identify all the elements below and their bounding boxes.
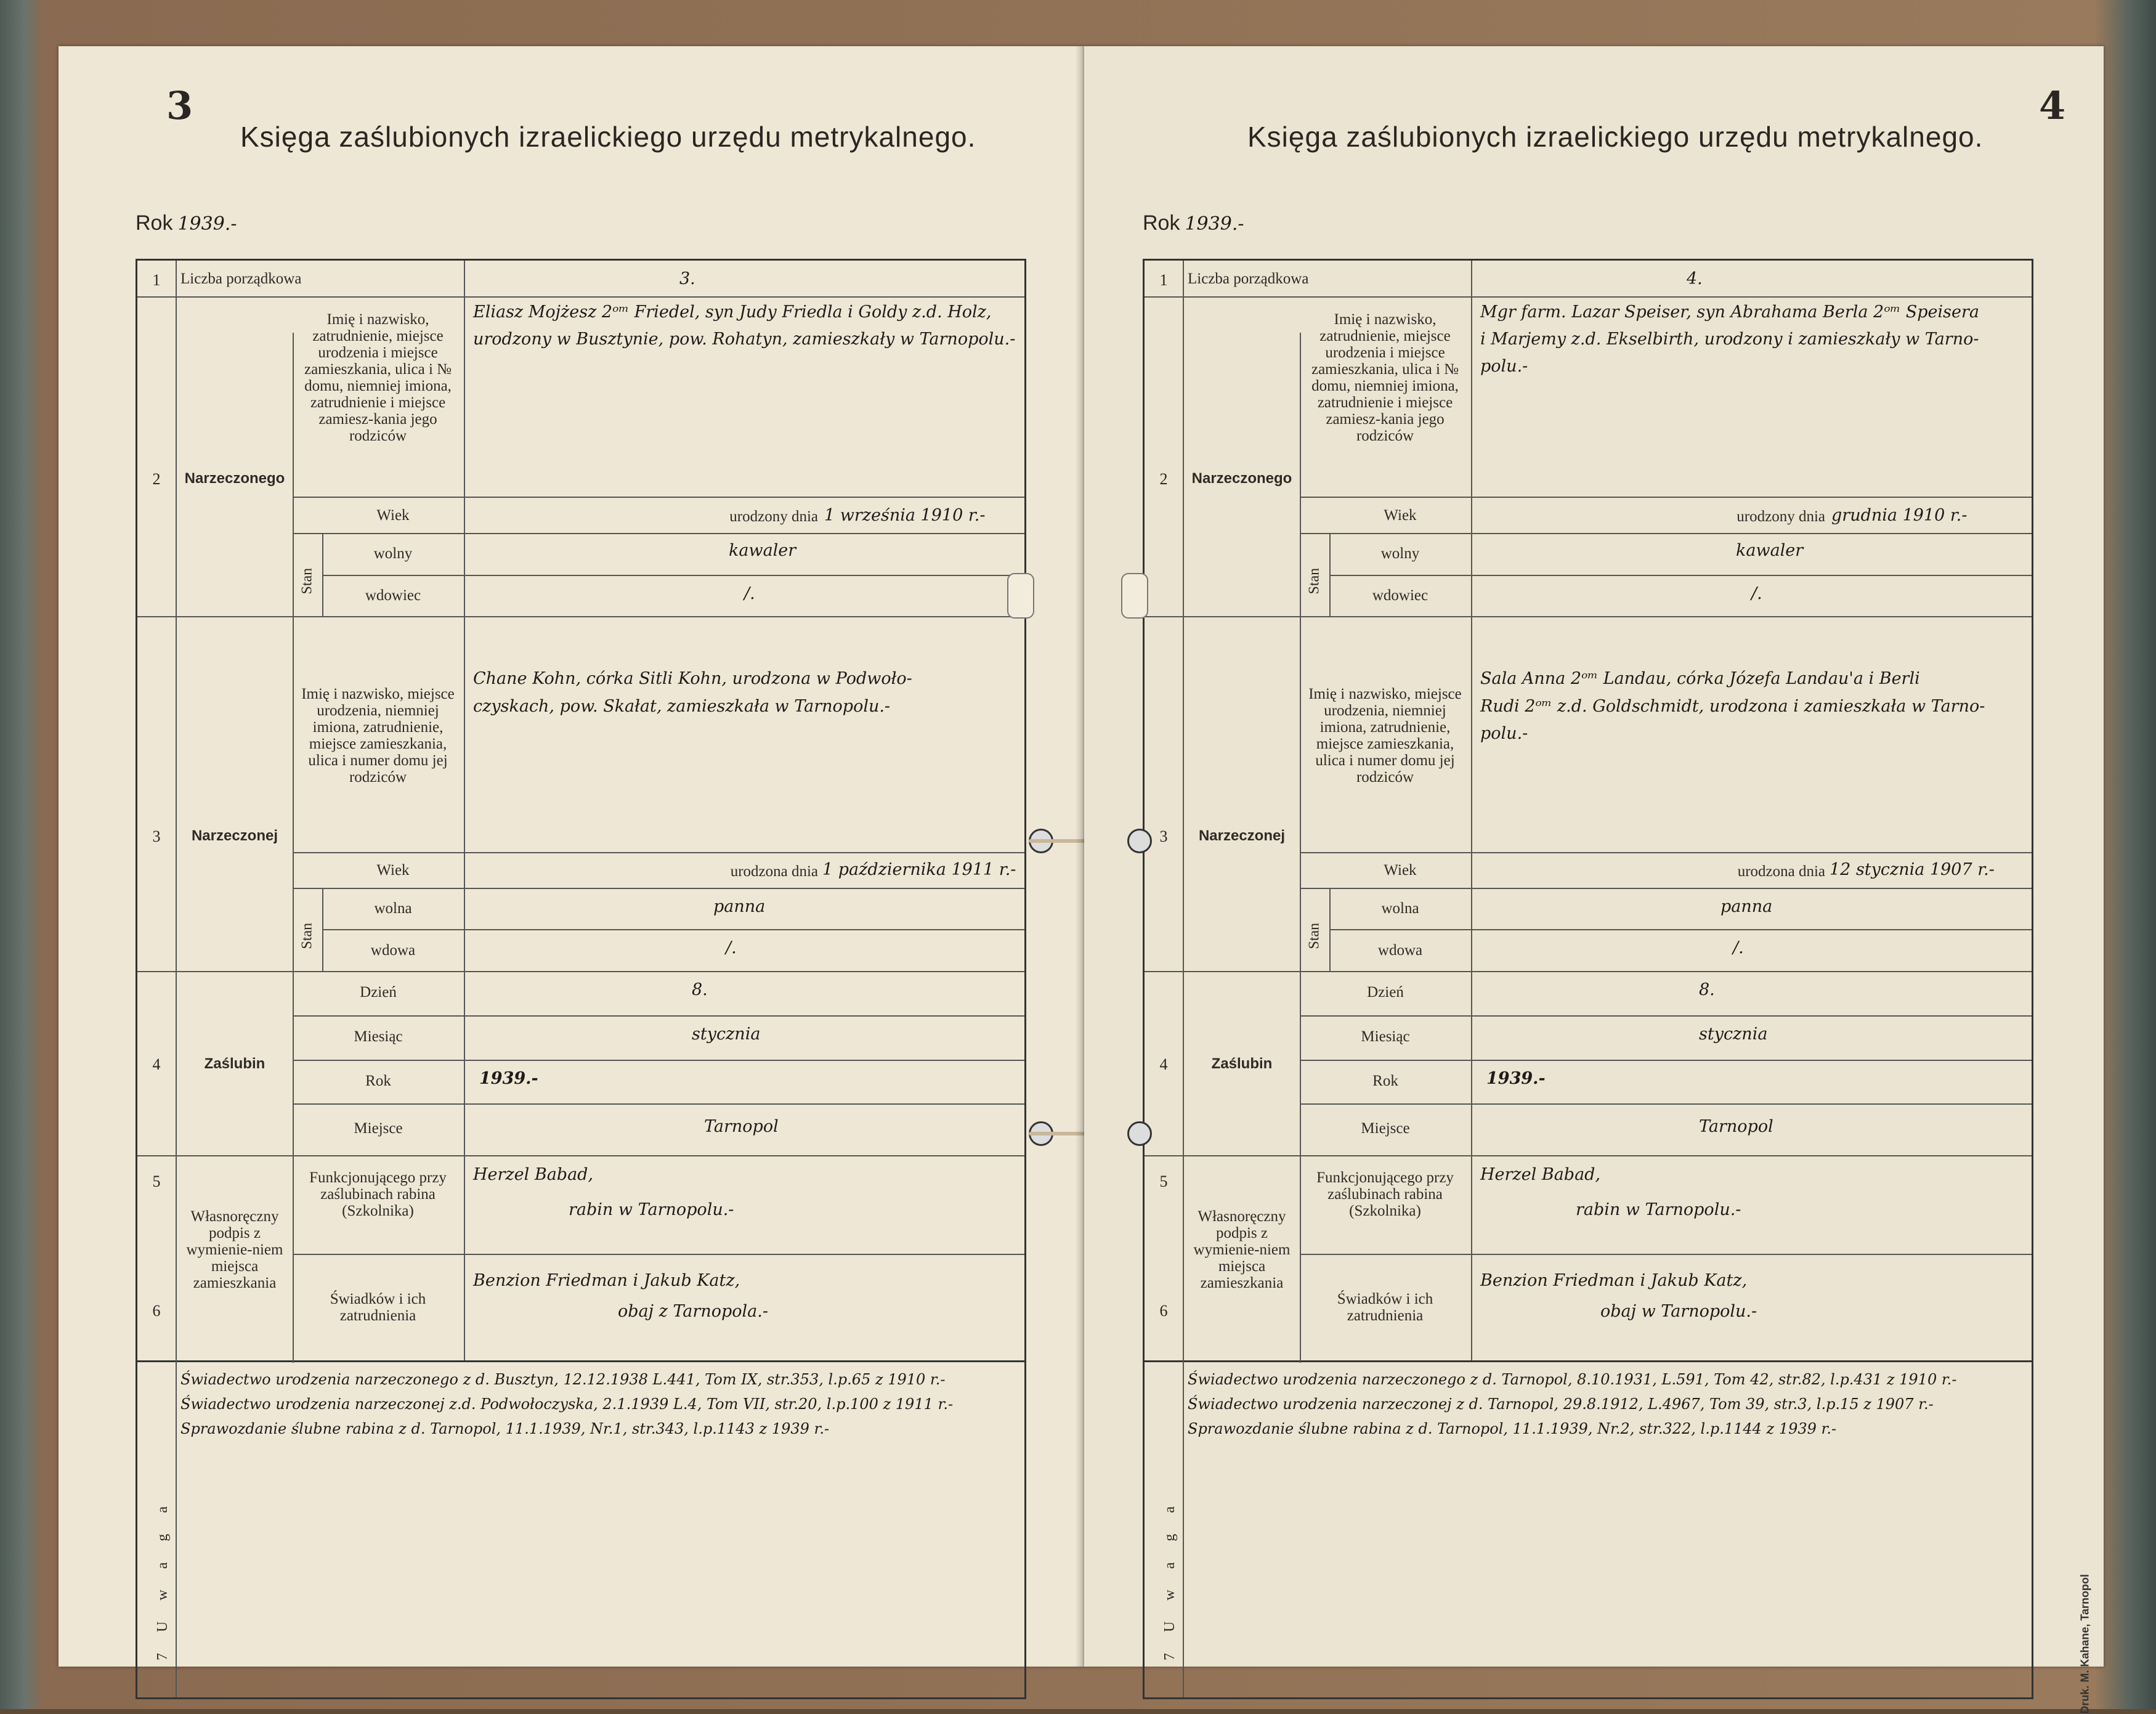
label-rok: Rok — [365, 1073, 391, 1089]
label-urodzony: urodzony dnia — [1737, 508, 1825, 525]
year-value: 1939.- — [177, 213, 237, 235]
remarks-box — [136, 1359, 1026, 1699]
entry-number: 4. — [1687, 269, 1703, 288]
label-uwaga: 7 U w a g a — [155, 1498, 171, 1660]
witness-names: Benzion Friedman i Jakub Katz, — [1480, 1271, 1748, 1290]
page-title: Księga zaślubionych izraelickiego urzędu metrykalnego. — [240, 121, 976, 153]
remark-line-2: Świadectwo urodzenia narzeczonej z.d. Podwołoczyska, 2.1.1939 L.4, Tom VII, str.20, l.p.100 z 1911 r.- — [180, 1395, 954, 1413]
label-urodzona: urodzona dnia — [1737, 863, 1825, 880]
bride-status: panna — [713, 897, 766, 916]
groom-widower: /. — [744, 584, 755, 603]
label-rabin: Funkcjonującego przy zaślubinach rabina (Szkolnika) — [309, 1169, 447, 1219]
label-wiek: Wiek — [376, 507, 410, 524]
bride-birthplace: czyskach, pow. Skałat, zamieszkała w Tarnopolu.- — [473, 697, 891, 716]
label-groom-info: Imię i nazwisko, zatrudnienie, miejsce urodzenia i miejsce zamieszkania, ulica i № domu, niemniej imiona, zatrudnienie i miejsce zamiesz-kania jego rodziców — [304, 311, 452, 444]
bride-widow: /. — [1733, 938, 1744, 957]
wedding-month: stycznia — [692, 1025, 761, 1044]
page-title: Księga zaślubionych izraelickiego urzędu metrykalnego. — [1247, 121, 1984, 153]
page-number: 3 — [166, 83, 193, 128]
rabbi-name: Herzel Babad, — [473, 1165, 594, 1184]
witness-residence: obaj w Tarnopolu.- — [1600, 1302, 1757, 1321]
label-podpis: Własnoręczny podpis z wymienie-niem miejsca zamieszkania — [1193, 1208, 1291, 1291]
label-liczba: Liczba porządkowa — [180, 270, 302, 287]
right-page — [1084, 46, 2104, 1714]
groom-name: Mgr farm. Lazar Speiser, syn Abrahama Berla 2ᵒᵐ Speisera — [1480, 303, 1979, 322]
year-value: 1939.- — [1185, 213, 1244, 235]
groom-status: kawaler — [729, 541, 796, 560]
bride-birthdate: 12 stycznia 1907 r.- — [1830, 860, 1995, 879]
bride-name: Chane Kohn, córka Sitli Kohn, urodzona w Podwoło- — [473, 669, 912, 688]
label-wdowiec: wdowiec — [365, 587, 421, 604]
wedding-year: 1939.- — [479, 1069, 538, 1088]
label-bride-info: Imię i nazwisko, miejsce urodzenia, niemniej imiona, zatrudnienie, miejsce zamieszkania, ulica i numer domu jej rodziców — [1308, 686, 1462, 786]
label-rok: Rok — [1372, 1073, 1398, 1089]
record-table: 1 Liczba porządkowa 4. 2 Narzeczonego Imię i nazwisko, zatrudnienie, miejsce urodzenia i miejsce zamieszkania, ulica i № domu, niemniej imiona, zatrudnienie i miejsce zamiesz-kania jego rodziców Mgr farm. Lazar Speiser, syn Abrahama Berla 2ᵒᵐ Speisera i Marjemy z.d. Ekselbirth, urodzony i zamieszkały w Tarno- polu.- Wiek urodzony dnia grudnia 1910 r.- Stan wolny wdowiec kawaler /. 3 Narzeczonej Imię i nazwisko, miejsce urodzenia, niemniej imiona, zatrudnienie, miejsce zamieszkania, ulica i numer domu jej rodziców Sala Anna 2ᵒᵐ Landau, córka Józefa Landau'a i Berli Rudi 2ᵒᵐ z.d. Goldschmidt, urodzona i zamieszkała w Tarno- polu.- Wiek urodzona dnia 12 stycznia 1907 r.- Stan wolna wdowa panna /. 4 Zaślubin Dzień Miesiąc Rok Miejsce 8. stycznia 1939.- Tarnopol 5 6 Własnoręczny podpis z wymienie-niem miejsca zamieszkania Funkcjonującego przy zaślubinach rabina (Szkolnika) Świadków i ich zatrudnienia Herzel Babad, rabin w Tarnopolu.- Benzion Friedman i Jakub Katz, obaj w Tarnopolu.- — [1143, 259, 2033, 1362]
label-narzeczonej: Narzeczonej — [191, 827, 278, 844]
year-label: Rok 1939.- — [136, 211, 237, 235]
groom-parents: i Marjemy z.d. Ekselbirth, urodzony i zamieszkały w Tarno- — [1480, 330, 1979, 349]
label-miesiac: Miesiąc — [354, 1028, 403, 1045]
label-miesiac: Miesiąc — [1361, 1028, 1410, 1045]
remark-line-3: Sprawozdanie ślubne rabina z d. Tarnopol, 11.1.1939, Nr.1, str.343, l.p.1143 z 1939 r.- — [180, 1420, 830, 1437]
label-miejsce: Miejsce — [354, 1120, 403, 1137]
label-narzeczonego: Narzeczonego — [1191, 470, 1292, 487]
label-swiadkow: Świadków i ich zatrudnienia — [330, 1291, 426, 1324]
page-number: 4 — [2039, 83, 2066, 128]
bride-residence: polu.- — [1480, 724, 1528, 743]
label-wiek: Wiek — [376, 862, 410, 879]
label-wiek: Wiek — [1384, 862, 1417, 879]
remark-line-1: Świadectwo urodzenia narzeczonego z d. Busztyn, 12.12.1938 L.441, Tom IX, str.353, l.p.65 z 1910 r.- — [180, 1371, 946, 1388]
label-stan: Stan — [299, 567, 315, 595]
record-table: 1 Liczba porządkowa 3. 2 Narzeczonego Imię i nazwisko, zatrudnienie, miejsce urodzenia i miejsce zamieszkania, ulica i № domu, niemniej imiona, zatrudnienie i miejsce zamiesz-kania jego rodziców Eliasz Mojżesz 2ᵒᵐ Friedel, syn Judy Friedla i Goldy z.d. Holz, urodzony w Busztynie, pow. Rohatyn, zamieszkały w Tarnopolu.- Wiek urodzony dnia 1 września 1910 r.- Stan wolny wdowiec kawaler /. 3 Narzeczonej Imię i nazwisko, miejsce urodzenia, niemniej imiona, zatrudnienie, miejsce zamieszkania, ulica i numer domu jej rodziców Chane Kohn, córka Sitli Kohn, urodzona w Podwoło- czyskach, pow. Skałat, zamieszkała w Tarnopolu.- Wiek urodzona dnia 1 października 1911 r.- Stan wolna wdowa panna /. 4 Zaślubin Dzień Miesiąc Rok Miejsce 8. stycznia 1939.- Tarnopol 5 6 Własnoręczny podpis z wymienie-niem miejsca zamieszkania Funkcjonującego przy zaślubinach rabina (Szkolnika) Świadków i ich zatrudnienia Herzel Babad, rabin w Tarnopolu.- Benzion Friedman i Jakub Katz, obaj z Tarnopola.- — [136, 259, 1026, 1362]
label-swiadkow: Świadków i ich zatrudnienia — [1337, 1291, 1433, 1324]
left-page — [59, 46, 1084, 1667]
label-zaslubin: Zaślubin — [204, 1055, 265, 1072]
bride-name: Sala Anna 2ᵒᵐ Landau, córka Józefa Landau'a i Berli — [1480, 669, 1920, 688]
row-number: 1 — [152, 271, 161, 289]
label-groom-info: Imię i nazwisko, zatrudnienie, miejsce urodzenia i miejsce zamieszkania, ulica i № domu, niemniej imiona, zatrudnienie i miejsce zamiesz-kania jego rodziców — [1311, 311, 1459, 444]
groom-birthdate: grudnia 1910 r.- — [1831, 506, 1968, 525]
witness-residence: obaj z Tarnopola.- — [618, 1302, 768, 1321]
label-bride-info: Imię i nazwisko, miejsce urodzenia, niemniej imiona, zatrudnienie, miejsce zamieszkania, ulica i numer domu jej rodziców — [301, 686, 455, 786]
label-wdowa: wdowa — [370, 942, 416, 959]
label-wolna: wolna — [1381, 900, 1419, 917]
label-stan: Stan — [1306, 922, 1323, 949]
label-rabin: Funkcjonującego przy zaślubinach rabina (Szkolnika) — [1316, 1169, 1454, 1219]
bride-status: panna — [1720, 897, 1773, 916]
wedding-day: 8. — [692, 980, 708, 999]
bride-birthdate: 1 października 1911 r.- — [822, 860, 1016, 879]
wedding-place: Tarnopol — [1699, 1117, 1773, 1136]
binding-hole — [1127, 1121, 1152, 1146]
label-wolny: wolny — [373, 545, 413, 562]
remarks-box — [1143, 1359, 2033, 1699]
remark-line-2: Świadectwo urodzenia narzeczonej z d. Tarnopol, 29.8.1912, L.4967, Tom 39, str.3, l.p.15 z 1907 r.- — [1188, 1395, 1934, 1413]
wedding-place: Tarnopol — [704, 1117, 779, 1136]
entry-number: 3. — [679, 269, 695, 288]
label-narzeczonej: Narzeczonej — [1198, 827, 1286, 844]
label-podpis: Własnoręczny podpis z wymienie-niem miejsca zamieszkania — [186, 1208, 283, 1291]
groom-birthdate: 1 września 1910 r.- — [824, 506, 986, 525]
rabbi-title: rabin w Tarnopolu.- — [569, 1200, 734, 1219]
year-label: Rok 1939.- — [1143, 211, 1244, 235]
groom-widower: /. — [1751, 584, 1762, 603]
groom-name: Eliasz Mojżesz 2ᵒᵐ Friedel, syn Judy Friedla i Goldy z.d. Holz, — [473, 303, 992, 322]
label-stan: Stan — [1306, 567, 1323, 595]
label-narzeczonego: Narzeczonego — [184, 470, 285, 487]
label-wdowa: wdowa — [1377, 942, 1423, 959]
wedding-year: 1939.- — [1486, 1069, 1546, 1088]
label-urodzona: urodzona dnia — [730, 863, 818, 880]
wedding-month: stycznia — [1699, 1025, 1768, 1044]
remark-line-1: Świadectwo urodzenia narzeczonego z d. Tarnopol, 8.10.1931, L.591, Tom 42, str.82, l.p.431 z 1910 r.- — [1188, 1371, 1957, 1388]
label-wolny: wolny — [1380, 545, 1420, 562]
label-stan: Stan — [299, 922, 315, 949]
label-dzien: Dzień — [1367, 984, 1404, 1001]
groom-residence: polu.- — [1480, 357, 1528, 376]
groom-birthplace: urodzony w Busztynie, pow. Rohatyn, zamieszkały w Tarnopolu.- — [473, 330, 1016, 349]
label-liczba: Liczba porządkowa — [1188, 270, 1309, 287]
remark-line-3: Sprawozdanie ślubne rabina z d. Tarnopol, 11.1.1939, Nr.2, str.322, l.p.1144 z 1939 r.- — [1188, 1420, 1837, 1437]
label-wdowiec: wdowiec — [1372, 587, 1429, 604]
groom-status: kawaler — [1736, 541, 1804, 560]
label-wolna: wolna — [374, 900, 412, 917]
label-urodzony: urodzony dnia — [729, 508, 818, 525]
binding-hole — [1127, 829, 1152, 853]
label-wiek: Wiek — [1384, 507, 1417, 524]
bride-widow: /. — [726, 938, 737, 957]
binding-tab — [1121, 573, 1148, 619]
bride-parents: Rudi 2ᵒᵐ z.d. Goldschmidt, urodzona i zamieszkała w Tarno- — [1480, 697, 1985, 716]
wedding-day: 8. — [1699, 980, 1715, 999]
witness-names: Benzion Friedman i Jakub Katz, — [473, 1271, 740, 1290]
binding-tab — [1007, 573, 1034, 619]
printer-imprint: Druk. M. Kahane, Tarnopol — [2079, 1574, 2091, 1714]
label-miejsce: Miejsce — [1361, 1120, 1410, 1137]
label-zaslubin: Zaślubin — [1211, 1055, 1273, 1072]
label-uwaga: 7 U w a g a — [1162, 1498, 1178, 1660]
label-dzien: Dzień — [360, 984, 397, 1001]
rabbi-name: Herzel Babad, — [1480, 1165, 1601, 1184]
rabbi-title: rabin w Tarnopolu.- — [1576, 1200, 1741, 1219]
